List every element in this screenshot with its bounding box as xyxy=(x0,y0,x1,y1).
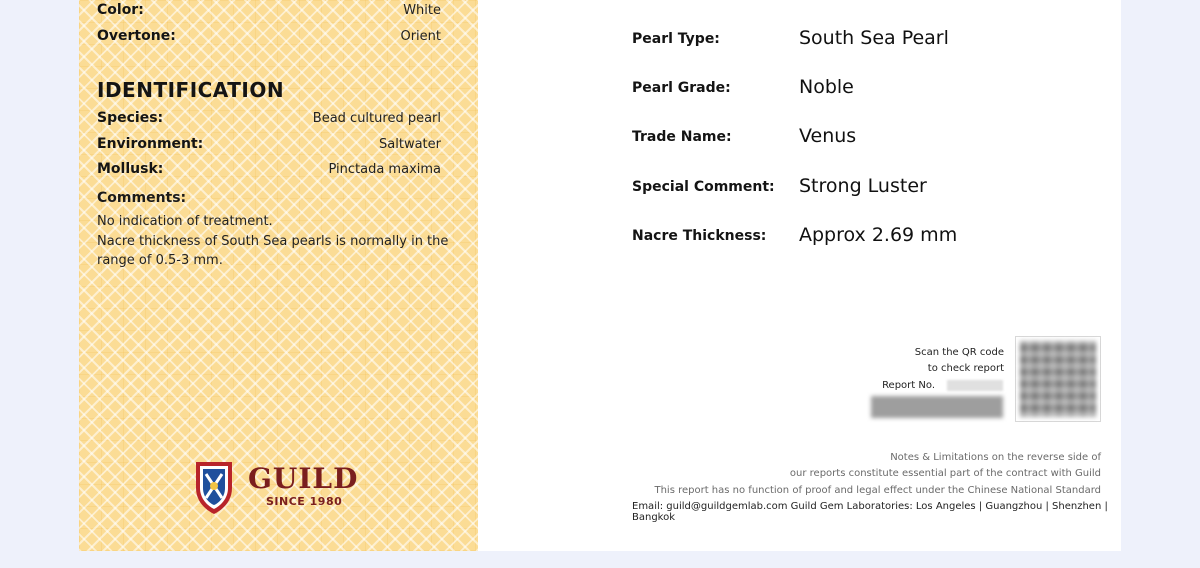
comments-label: Comments: xyxy=(97,190,187,206)
qr-code[interactable] xyxy=(1015,336,1101,422)
species-label: Species: xyxy=(97,110,164,126)
comment-line: Nacre thickness of South Sea pearls is normally in the xyxy=(97,234,449,249)
species-value: Bead cultured pearl xyxy=(312,111,441,126)
trade-name-value: Venus xyxy=(799,125,857,147)
environment-value: Saltwater xyxy=(379,137,441,152)
trade-name-label: Trade Name: xyxy=(632,129,732,145)
identification-title: IDENTIFICATION xyxy=(97,78,285,102)
logo-since: SINCE 1980 xyxy=(266,495,343,508)
nacre-thickness-label: Nacre Thickness: xyxy=(632,228,767,244)
nacre-thickness-field xyxy=(632,224,1092,252)
trade-name-field xyxy=(632,125,1092,153)
report-number-redacted xyxy=(947,380,1003,391)
overtone-value: Orient xyxy=(400,29,441,44)
pearl-type-field xyxy=(632,27,1092,55)
logo-name: GUILD xyxy=(248,462,359,495)
qr-instruction: Scan the QR code xyxy=(914,347,1004,358)
mollusk-value: Pinctada maxima xyxy=(328,162,441,177)
identification-panel xyxy=(79,0,478,551)
special-comment-field xyxy=(632,175,1092,203)
pearl-grade-field xyxy=(632,76,1092,104)
comment-line: No indication of treatment. xyxy=(97,214,273,229)
special-comment-value: Strong Luster xyxy=(799,175,927,197)
barcode-redacted xyxy=(871,396,1003,418)
pearl-grade-label: Pearl Grade: xyxy=(632,80,731,96)
disclaimer-note: This report has no function of proof and legal effect under the Chinese National Standard xyxy=(654,485,1101,496)
overtone-label: Overtone: xyxy=(97,28,176,44)
color-value: White xyxy=(403,3,441,18)
mollusk-row xyxy=(97,161,441,181)
special-comment-label: Special Comment: xyxy=(632,179,775,195)
environment-row xyxy=(97,136,441,156)
mollusk-label: Mollusk: xyxy=(97,161,164,177)
qr-instruction: to check report xyxy=(927,363,1004,374)
color-label: Color: xyxy=(97,2,144,18)
pearl-type-label: Pearl Type: xyxy=(632,31,720,47)
report-number-label: Report No. xyxy=(882,380,935,391)
contact-line: Email: guild@guildgemlab.com Guild Gem Laboratories: Los Angeles | Guangzhou | Shenzhen | Bangkok xyxy=(632,501,1108,523)
guild-logo xyxy=(192,458,359,518)
comment-line: range of 0.5-3 mm. xyxy=(97,253,223,268)
limitations-note: our reports constitute essential part of the contract with Guild xyxy=(789,468,1101,479)
report-sheet xyxy=(79,0,1121,551)
pearl-type-value: South Sea Pearl xyxy=(799,27,949,49)
species-row xyxy=(97,110,441,130)
pearl-grade-value: Noble xyxy=(799,76,854,98)
environment-label: Environment: xyxy=(97,136,204,152)
limitations-note: Notes & Limitations on the reverse side of xyxy=(890,452,1101,463)
overtone-row xyxy=(97,28,441,48)
qr-code-image xyxy=(1020,341,1096,417)
shield-icon xyxy=(192,458,236,516)
nacre-thickness-value: Approx 2.69 mm xyxy=(799,224,958,246)
color-row xyxy=(97,2,441,22)
